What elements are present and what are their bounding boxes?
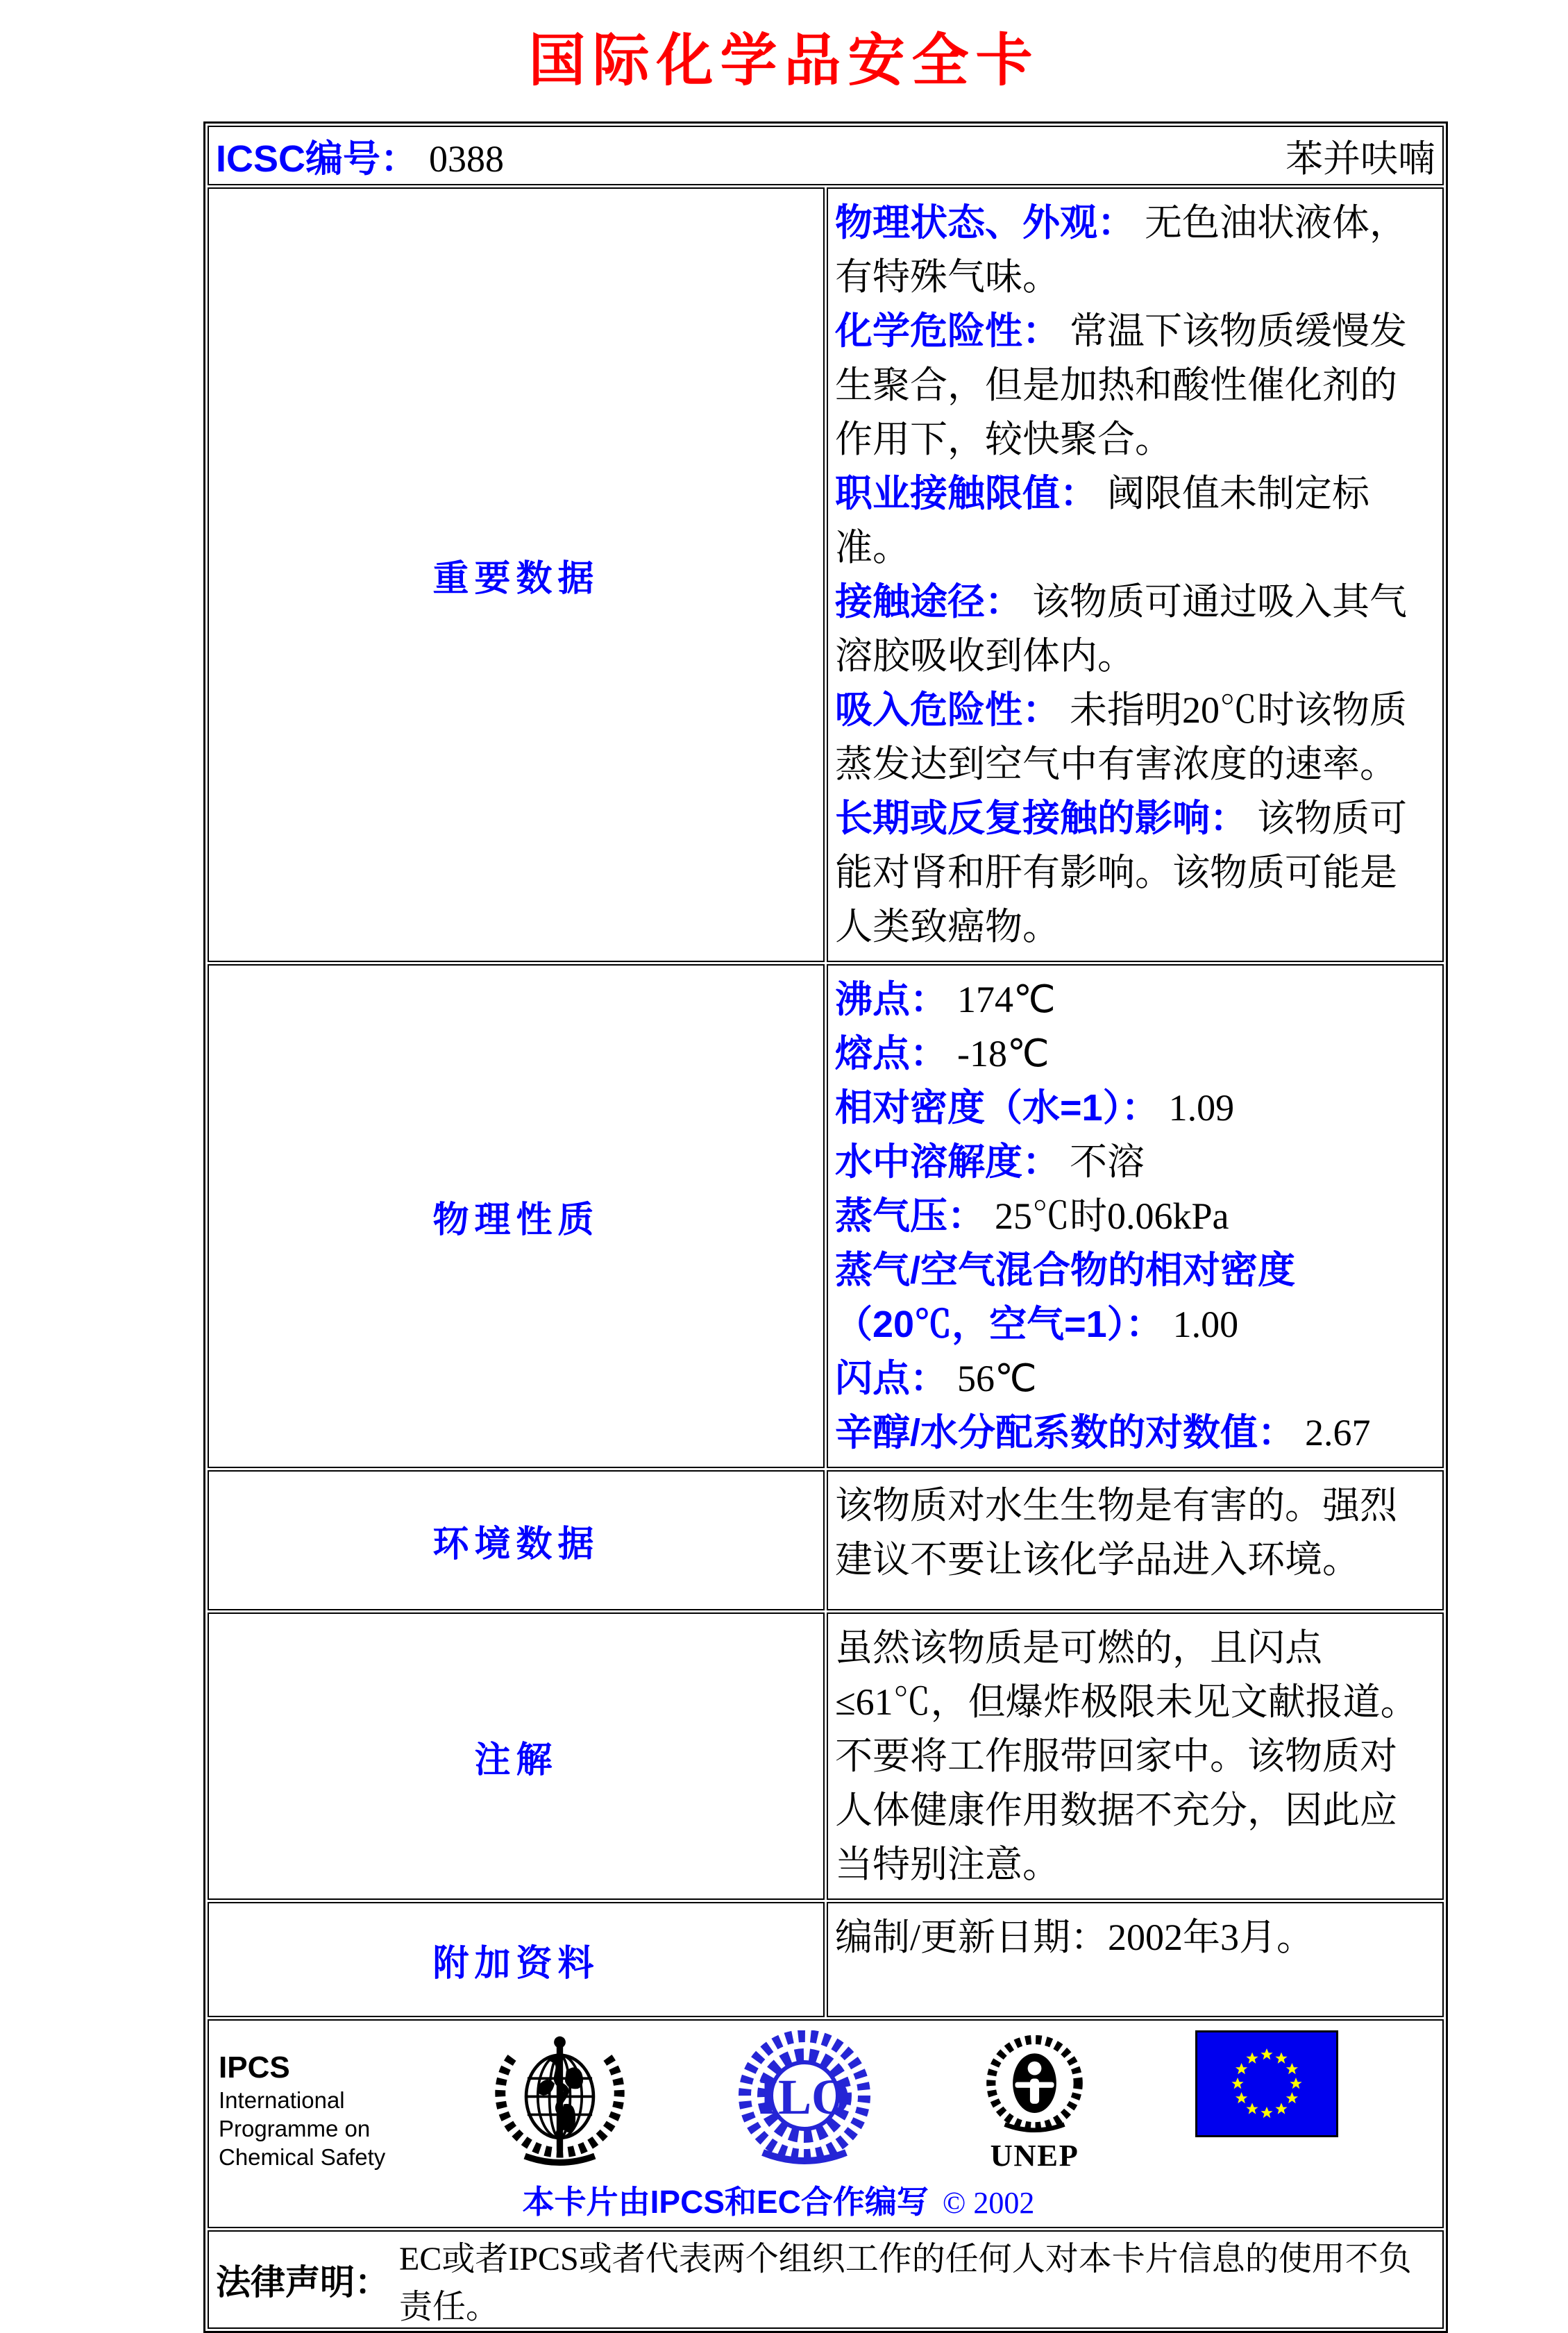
- legal-row: [208, 2230, 1444, 2329]
- item-label: 化学危险性：: [835, 310, 1060, 352]
- item-text: 2.67: [1305, 1412, 1371, 1454]
- item-text: 56℃: [957, 1358, 1037, 1399]
- item-label: 相对密度（水=1）：: [835, 1087, 1159, 1129]
- environmental-data-row: [208, 1470, 1444, 1610]
- copyright-text: © 2002: [942, 2186, 1035, 2220]
- unep-emblem-icon: [977, 2030, 1092, 2173]
- physical-item: [835, 1243, 1433, 1351]
- ipcs-line: International: [219, 2087, 345, 2113]
- additional-info-row: [208, 1902, 1444, 2017]
- physical-item: [835, 1081, 1433, 1135]
- item-text: -18℃: [957, 1033, 1049, 1075]
- item-text: 该物质可通过吸入其气溶胶吸收到体内。: [835, 581, 1407, 677]
- ipcs-text-block: [219, 2030, 385, 2171]
- ipcs-acronym: IPCS: [219, 2050, 290, 2084]
- important-item: [835, 575, 1433, 683]
- important-item: [835, 466, 1433, 575]
- section-label-physical: 物理性质: [432, 1199, 600, 1240]
- item-label: 接触途径：: [835, 581, 1022, 623]
- item-label: 职业接触限值：: [835, 473, 1097, 514]
- item-label: 吸入危险性：: [835, 689, 1060, 731]
- legal-text: EC或者IPCS或者代表两个组织工作的任何人对本卡片信息的使用不负责任。: [399, 2241, 1412, 2325]
- important-item: [835, 791, 1433, 954]
- physical-item: [835, 1351, 1433, 1406]
- item-label: 蒸气/空气混合物的相对密度（20℃，空气=1）：: [835, 1249, 1296, 1345]
- item-text: 阈限值未制定标准。: [835, 473, 1369, 568]
- cooperation-caption-text: 本卡片由IPCS和EC合作编写: [522, 2184, 929, 2220]
- item-text: 无色油状液体，有特殊气味。: [835, 202, 1407, 298]
- who-emblem-icon: [489, 2030, 631, 2169]
- item-label: 物理状态、外观：: [835, 202, 1135, 244]
- item-text: 不溶: [1070, 1141, 1145, 1183]
- logos-row: [208, 2019, 1444, 2228]
- ipcs-line: Programme on: [219, 2116, 371, 2141]
- ilo-emblem-icon: [735, 2030, 874, 2169]
- item-text: 1.09: [1168, 1087, 1235, 1129]
- icsc-card-table: [203, 121, 1448, 2333]
- item-label: 水中溶解度：: [835, 1141, 1060, 1183]
- item-text: 174℃: [957, 979, 1056, 1020]
- item-label: 辛醇/水分配系数的对数值：: [835, 1412, 1296, 1454]
- important-item: [835, 196, 1433, 304]
- icsc-number-value: 0388: [429, 137, 505, 180]
- item-label: 沸点：: [835, 979, 947, 1020]
- item-text: 25℃时0.06kPa: [995, 1195, 1229, 1237]
- important-data-row: [208, 187, 1444, 962]
- item-text: 1.00: [1172, 1304, 1239, 1345]
- physical-properties-row: [208, 964, 1444, 1468]
- chemical-name: 苯并呋喃: [1285, 137, 1435, 180]
- cooperation-caption: [219, 2177, 1338, 2223]
- section-label-additional: 附加资料: [432, 1943, 600, 1984]
- important-item: [835, 683, 1433, 791]
- section-label-important: 重要数据: [432, 558, 600, 599]
- section-label-environment: 环境数据: [432, 1524, 600, 1565]
- icsc-number: [216, 129, 504, 183]
- environment-text: 该物质对水生生物是有害的。强烈建议不要让该化学品进入环境。: [835, 1485, 1397, 1581]
- legal-label: 法律声明：: [216, 2263, 389, 2302]
- physical-item: [835, 1189, 1433, 1243]
- card-header: [209, 127, 1442, 184]
- item-label: 闪点：: [835, 1358, 947, 1399]
- update-date-value: 2002年3月。: [1108, 1917, 1315, 1958]
- notes-row: [208, 1612, 1444, 1900]
- item-label: 熔点：: [835, 1033, 947, 1075]
- page-title: 国际化学品安全卡: [528, 29, 1040, 92]
- notes-text: 虽然该物质是可燃的，且闪点≤61℃，但爆炸极限未见文献报道。不要将工作服带回家中。该物质对人体健康作用数据不充分，因此应当特别注意。: [835, 1627, 1418, 1885]
- unep-letters: UNEP: [990, 2137, 1079, 2173]
- item-label: 蒸气压：: [835, 1195, 985, 1237]
- ilo-letters: ILO: [758, 2069, 850, 2125]
- physical-item: [835, 1406, 1433, 1460]
- item-text: 常温下该物质缓慢发生聚合，但是加热和酸性催化剂的作用下，较快聚合。: [835, 310, 1407, 460]
- card-header-row: [208, 126, 1444, 185]
- physical-item: [835, 972, 1433, 1027]
- physical-item: [835, 1027, 1433, 1081]
- important-item: [835, 304, 1433, 466]
- section-label-notes: 注解: [474, 1740, 558, 1780]
- physical-item: [835, 1135, 1433, 1189]
- ipcs-line: Chemical Safety: [219, 2144, 386, 2170]
- item-text: 未指明20℃时该物质蒸发达到空气中有害浓度的速率。: [835, 689, 1407, 785]
- item-label: 长期或反复接触的影响：: [835, 798, 1247, 839]
- eu-flag-icon: [1195, 2030, 1338, 2137]
- icsc-number-label: ICSC编号：: [216, 137, 419, 180]
- item-text: 该物质可能对肾和肝有影响。该物质可能是人类致癌物。: [835, 798, 1407, 947]
- update-date-label: 编制/更新日期：: [835, 1917, 1108, 1958]
